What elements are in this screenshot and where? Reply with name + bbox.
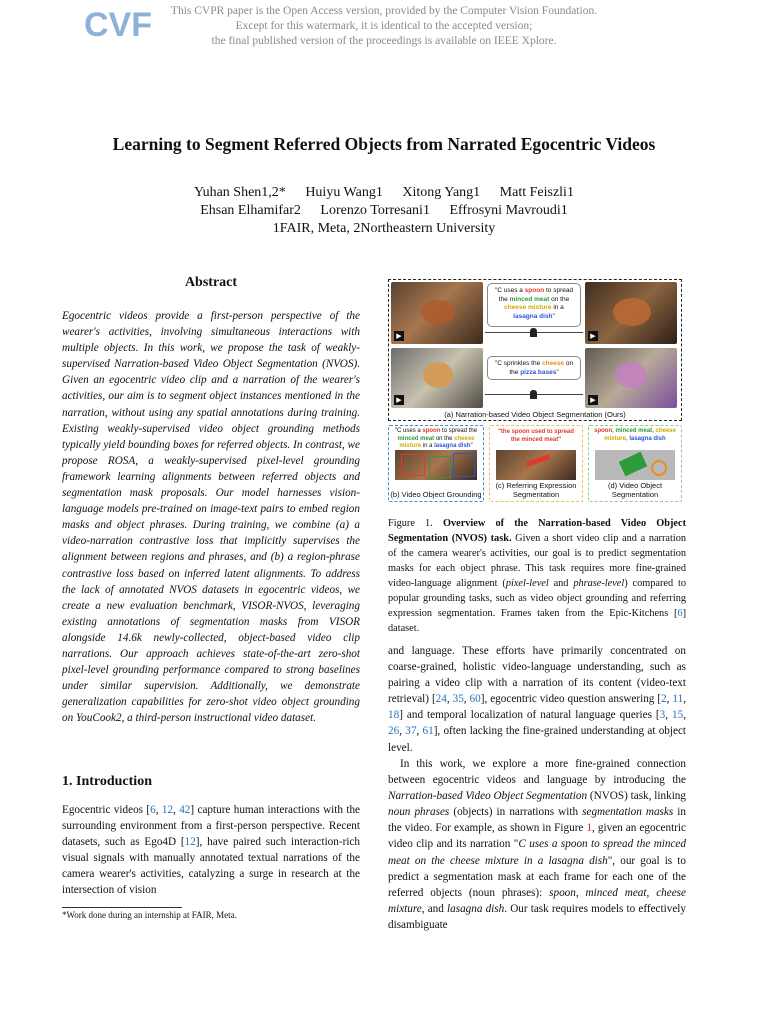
author-row: [0, 202, 768, 220]
citation-link[interactable]: 24: [435, 693, 447, 706]
video-frame: [585, 282, 677, 344]
paper-title: Learning to Segment Referred Objects from Narrated Egocentric Videos: [112, 134, 656, 154]
author-row: [0, 184, 768, 202]
citation-link[interactable]: 3: [659, 709, 666, 722]
narration-bubble: "C uses a spoon to spread the minced meat on the cheese mixture in a lasagna dish": [487, 283, 581, 327]
panel-a-label: (a) Narration-based Video Object Segmentation (Ours): [444, 410, 626, 419]
author: Ehsan Elhamifar2: [200, 203, 301, 218]
citation-link[interactable]: 60: [469, 693, 481, 706]
cvf-logo: [84, 6, 152, 44]
person-icon: [530, 390, 537, 399]
video-frame: [496, 450, 576, 480]
citation-link[interactable]: 15: [672, 709, 684, 722]
figure-panel-a: [388, 279, 682, 421]
figure-panel-c: [489, 425, 583, 502]
citation-link[interactable]: 6: [150, 804, 156, 816]
body-paragraph: In this work, we explore a more fine-grained connection between egocentric videos and language by introducing the Narration-based Video Object Segmentation (NVOS) task, linking noun phrases (objects) in narrations with segmentation masks in the video. For example, as shown in Figure 1, given an egocentric video clip and its narration "C uses a spoon to spread the minced meat on the cheese mixture in a lasagna dish", our goal is to predict a segmentation mask at each frame for each one of the referred objects (noun phrases): spoon, minced meat, cheese mixture, and lasagna dish. Our task requires models to effectively disambiguate: [388, 758, 687, 931]
author: Huiyu Wang1: [305, 185, 383, 200]
panel-b-text: "C uses a spoon to spread the minced meat on the cheese mixture in a lasagna dish": [394, 428, 478, 449]
citation-link[interactable]: 2: [661, 693, 667, 706]
citation-link[interactable]: 12: [184, 836, 196, 849]
panel-d-label: (d) Video Object Segmentation: [607, 481, 663, 499]
author: Matt Feiszli1: [499, 185, 574, 200]
citation-link[interactable]: 18: [388, 709, 400, 722]
author: Xitong Yang1: [402, 185, 481, 200]
watermark-line: the final published version of the proceedings is available on IEEE Xplore.: [211, 35, 557, 47]
play-icon: ▶: [394, 331, 404, 341]
text: ] capture human interactions with the surrounding environment from a first-person perspective. Recent datasets, such as Ego4D [: [62, 804, 361, 849]
author: Lorenzo Torresani1: [320, 203, 430, 218]
figure-caption: Figure 1. Overview of the Narration-based Video Object Segmentation (NVOS) task. Given a short video clip and a narration of the camera wearer's activities, our goal is to predict segmentation masks for each object phrase. This task requires more fine-grained video-language alignment (pixel-level and phrase-level) compared to popular grounding tasks, such as video object grounding and referring expression segmentation. Frames taken from the Epic-Kitchens [6] dataset.: [388, 518, 687, 634]
citation-link[interactable]: 6: [677, 608, 683, 619]
play-icon: ▶: [394, 395, 404, 405]
watermark-line: Except for this watermark, it is identical to the accepted version;: [235, 20, 533, 32]
abstract-text: Egocentric videos provide a first-person perspective of the wearer's activities, involving simultaneous interactions with multiple objects. In this work, we propose the task of weakly-supervised Narration-based Video Object Segmentation (NVOS). Given an egocentric video clip and a narration of the wearer's activities, our aim is to segment object instances mentioned in the narration, without using any spatial annotations during training. Existing weakly-supervised video object grounding methods typically yield bounding boxes for referred objects. In contrast, we propose ROSA, a weakly-supervised pixel-level grounding framework learning alignments between referred objects and segmentation mask proposals. Our model harnesses vision-language models pre-trained on image-text pairs to embed region masks and object phrases. During training, we combine (a) a video-narration contrastive loss that implicitly supervises the alignment between regions and phrases, and (b) a region-phrase contrastive loss based on inferred latent alignments. To address the lack of annotated NVOS datasets in egocentric videos, we create a new evaluation benchmark, VISOR-NVOS, leveraging existing annotations of segmentation masks from VISOR alongside 14.6k newly-collected, object-based video clip narrations. Our approach achieves state-of-the-art zero-shot pixel-level grounding performance compared to strong baselines under similar supervision. Additionally, we demonstrate generalization capabilities for zero-shot video object grounding on YouCook2, a third-person instructional video dataset.: [62, 310, 360, 725]
intro-heading: 1. Introduction: [62, 774, 152, 789]
citation-link[interactable]: 35: [452, 693, 464, 706]
video-frame: [395, 450, 477, 480]
cvf-logo-text: CVF: [84, 6, 152, 44]
footnote-rule: [62, 907, 182, 908]
narration-bubble: "C sprinkles the cheese on the pizza bases": [487, 356, 581, 380]
citation-link[interactable]: 12: [161, 804, 174, 816]
citation-link[interactable]: 42: [179, 804, 191, 816]
citation-link[interactable]: 61: [422, 725, 434, 738]
citation-link[interactable]: 37: [405, 725, 417, 738]
person-icon: [530, 328, 537, 337]
watermark-line: This CVPR paper is the Open Access version, provided by the Computer Vision Foundation.: [170, 5, 598, 17]
text: Egocentric videos [: [62, 804, 151, 816]
play-icon: ▶: [588, 395, 598, 405]
author-block: [0, 184, 768, 238]
video-frame: [391, 282, 483, 344]
intro-paragraph: Egocentric videos [6, 12, 42] capture human interactions with the surrounding environment from a first-person perspective. Recent datasets, such as Ego4D [12], have paired such interaction-rich visual signals with manually annotated textual narrations of the camera wearer's activities, catalyzing a surge in research at the intersection of vision: [62, 804, 361, 897]
text: ], have paired such interaction-rich visual signals with manually annotated textual narrations of the camera wearer's activities, catalyzing a surge in research at the intersection of vision: [62, 836, 360, 897]
citation-link[interactable]: 11: [672, 693, 684, 706]
citation-link[interactable]: 26: [388, 725, 400, 738]
author: Yuhan Shen1,2*: [194, 185, 286, 200]
panel-c-label: (c) Referring Expression Segmentation: [495, 481, 577, 499]
figure-link[interactable]: 1: [586, 822, 593, 835]
panel-b-label: (b) Video Object Grounding: [390, 490, 482, 499]
affiliations: 1FAIR, Meta, 2Northeastern University: [272, 221, 496, 236]
footnote: *Work done during an internship at FAIR, Meta.: [62, 910, 237, 920]
author: Effrosyni Mavroudi1: [449, 203, 568, 218]
video-frame: [391, 348, 483, 408]
panel-d-text: spoon, minced meat, cheese mixture, lasagna dish: [594, 428, 676, 442]
figure-panel-b: [388, 425, 484, 502]
figure-panel-d: [588, 425, 682, 502]
body-paragraph: and language. These efforts have primarily concentrated on coarse-grained, holistic video-language understanding, such as pairing a video clip with a narration of its content (video-text retrieval) [24, 35, 60], egocentric video question answering [2, 11, 18] and temporal localization of natural language queries [3, 15, 26, 37, 61], often lacking the fine-grained understanding at object level.: [388, 645, 687, 754]
panel-c-text: "the spoon used to spread the minced meat": [498, 429, 574, 443]
abstract-heading: Abstract: [184, 275, 238, 290]
video-frame: [585, 348, 677, 408]
video-frame: [595, 450, 675, 480]
play-icon: ▶: [588, 331, 598, 341]
